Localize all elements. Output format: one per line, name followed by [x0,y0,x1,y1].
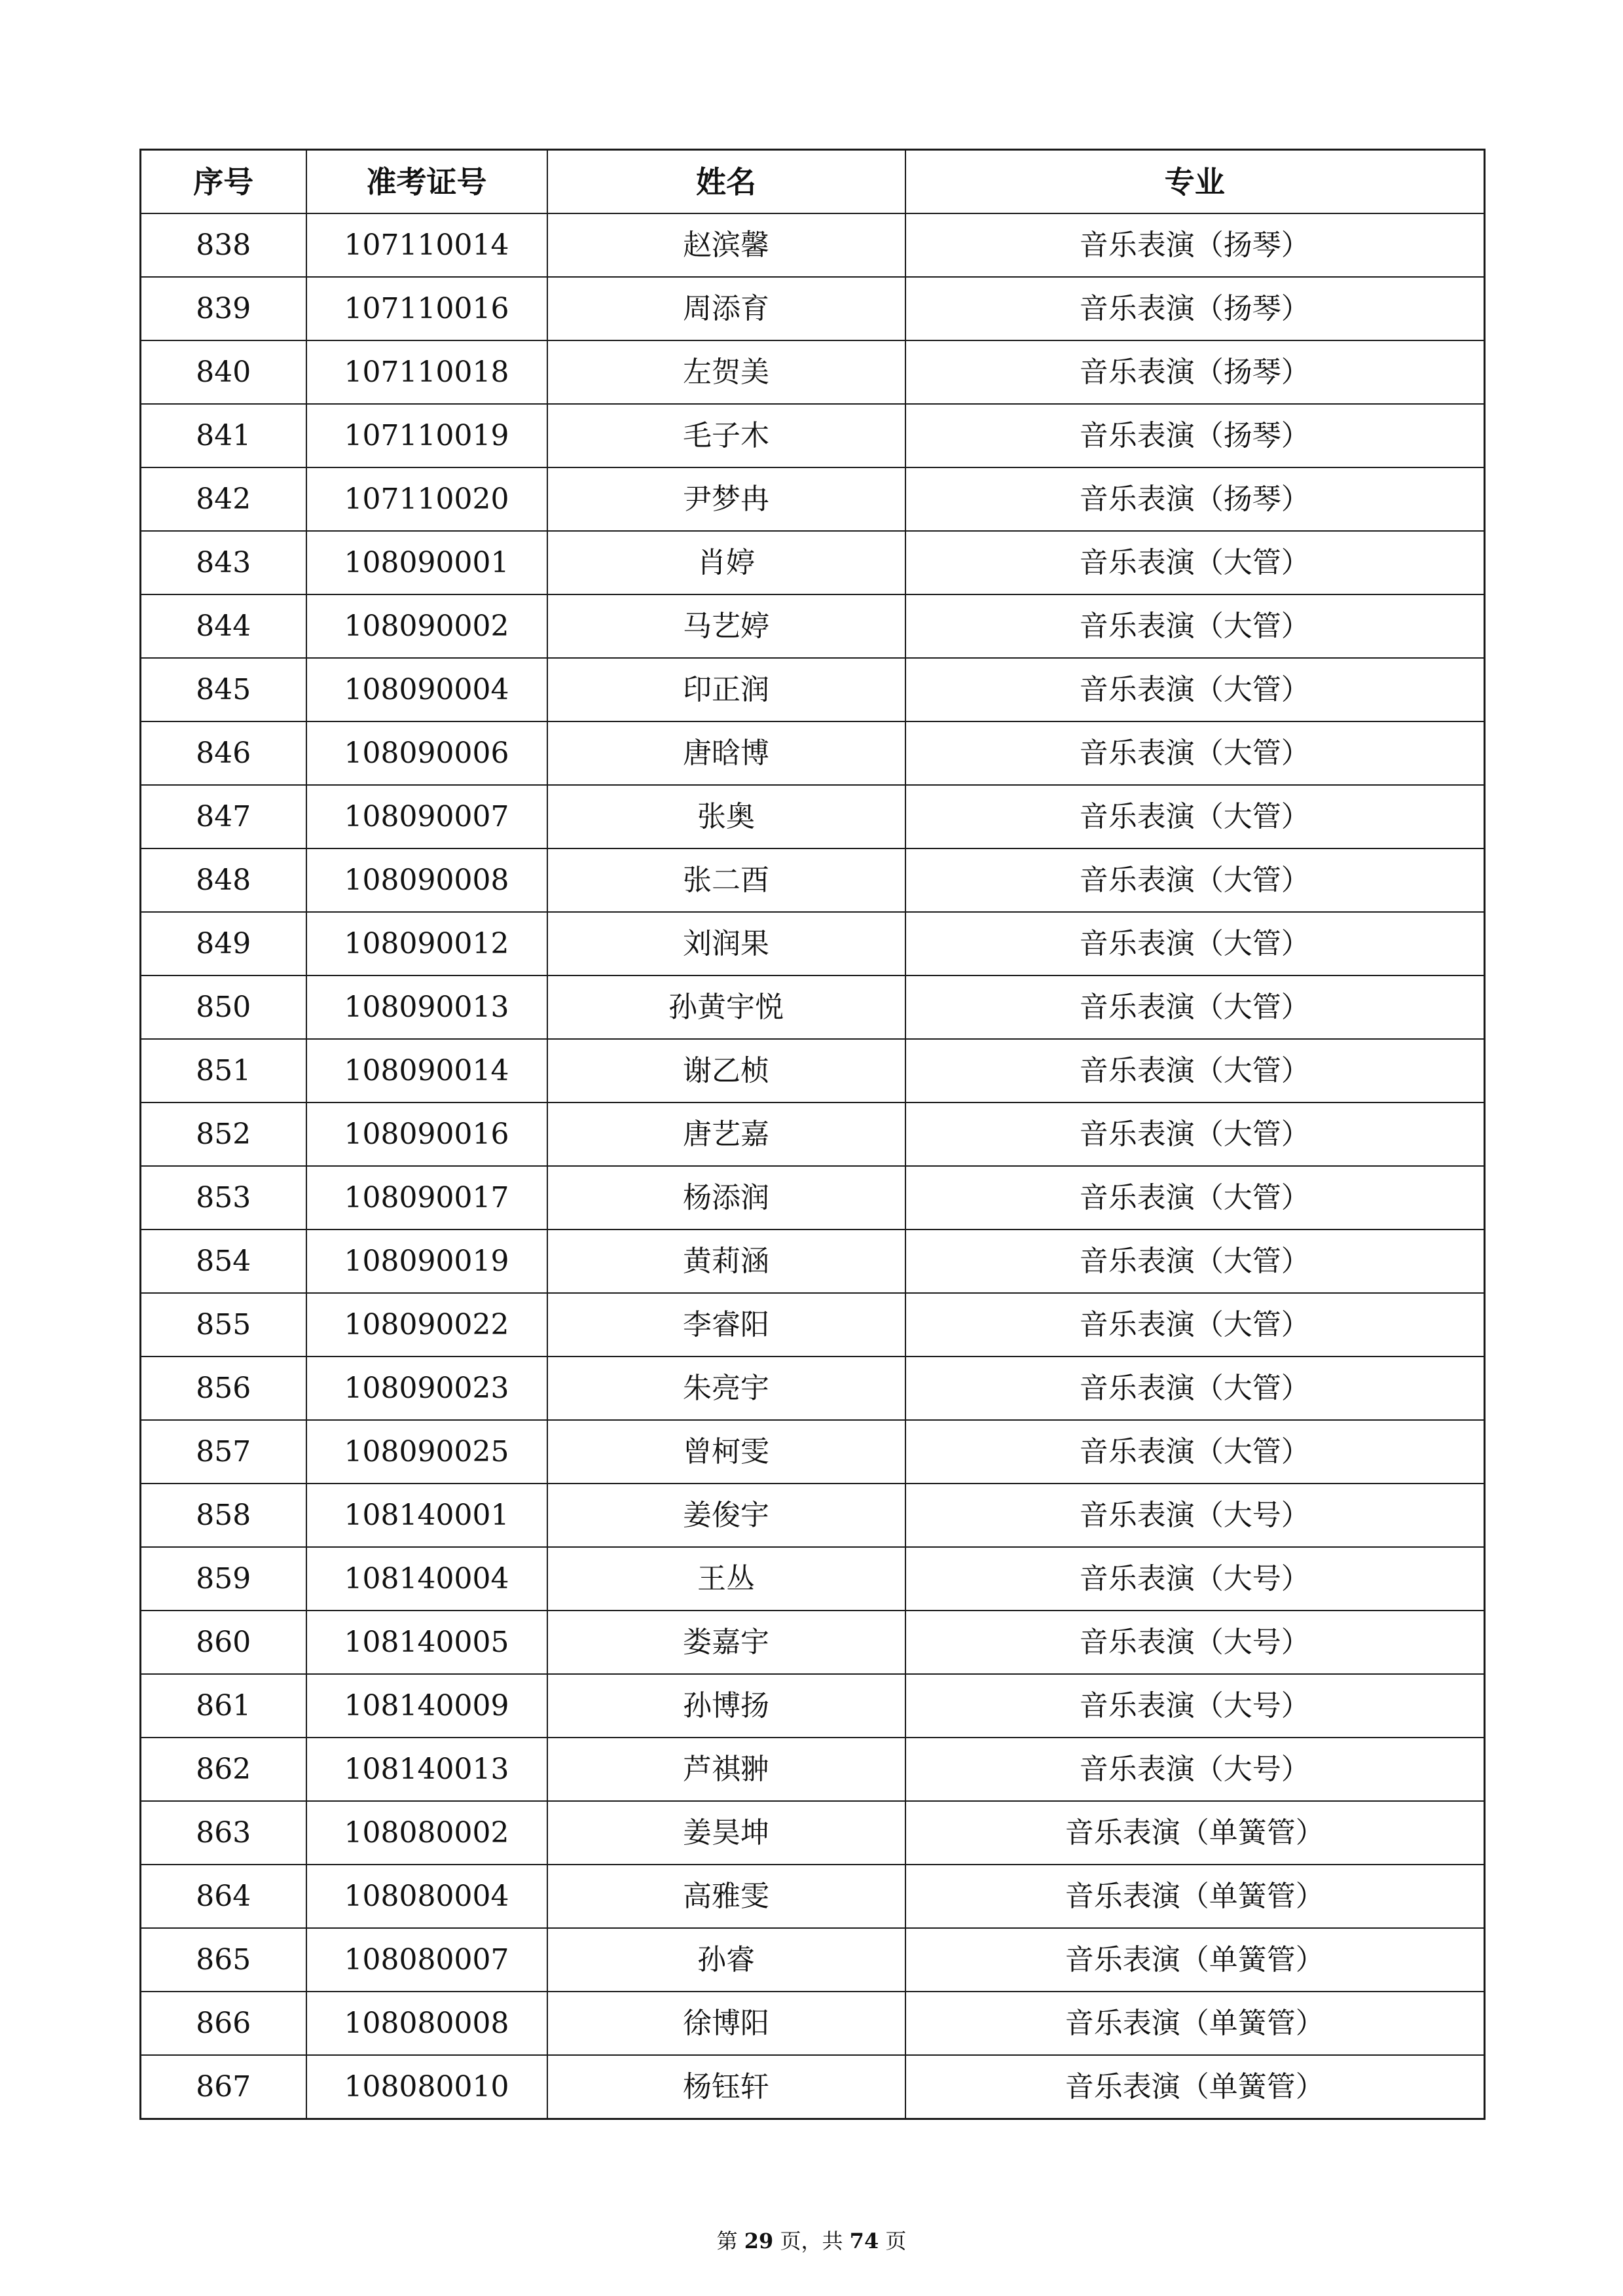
name-cell: 唐艺嘉 [547,1102,905,1166]
table-row [141,1484,1485,1547]
exam-number-cell: 108090022 [306,1293,547,1357]
major-cell: 音乐表演（大号） [905,1484,1485,1547]
header-name: 姓名 [547,150,905,214]
exam-number-cell: 107110020 [306,467,547,531]
table-row [141,1928,1485,1992]
serial-cell: 856 [141,1357,306,1420]
serial-cell: 858 [141,1484,306,1547]
name-cell: 高雅雯 [547,1865,905,1928]
header-row [141,150,1485,214]
name-cell: 杨钰轩 [547,2055,905,2119]
major-cell: 音乐表演（大管） [905,658,1485,721]
serial-cell: 859 [141,1547,306,1611]
table-row [141,1102,1485,1166]
serial-cell: 851 [141,1039,306,1102]
exam-number-cell: 107110018 [306,340,547,404]
major-cell: 音乐表演（大管） [905,1102,1485,1166]
exam-number-cell: 108140004 [306,1547,547,1611]
serial-cell: 860 [141,1611,306,1674]
name-cell: 周添育 [547,277,905,340]
name-cell: 谢乙桢 [547,1039,905,1102]
header-serial: 序号 [141,150,306,214]
serial-cell: 839 [141,277,306,340]
table-row [141,467,1485,531]
serial-cell: 844 [141,594,306,658]
table-row [141,912,1485,975]
major-cell: 音乐表演（扬琴） [905,467,1485,531]
exam-number-cell: 108090019 [306,1230,547,1293]
table-row [141,594,1485,658]
exam-number-cell: 108090016 [306,1102,547,1166]
table-row [141,785,1485,848]
major-cell: 音乐表演（大管） [905,1166,1485,1230]
major-cell: 音乐表演（大管） [905,975,1485,1039]
exam-number-cell: 108080008 [306,1992,547,2055]
name-cell: 肖婷 [547,531,905,594]
exam-number-cell: 108090017 [306,1166,547,1230]
major-cell: 音乐表演（大管） [905,1357,1485,1420]
serial-cell: 848 [141,848,306,912]
serial-cell: 862 [141,1738,306,1801]
table-row [141,1293,1485,1357]
serial-cell: 841 [141,404,306,467]
table-row [141,1992,1485,2055]
serial-cell: 846 [141,721,306,785]
serial-cell: 866 [141,1992,306,2055]
major-cell: 音乐表演（大号） [905,1611,1485,1674]
table-row [141,848,1485,912]
exam-number-cell: 108140009 [306,1674,547,1738]
major-cell: 音乐表演（大管） [905,912,1485,975]
table-row [141,1611,1485,1674]
page-footer [0,2225,1623,2255]
major-cell: 音乐表演（单簧管） [905,1865,1485,1928]
table-row [141,975,1485,1039]
major-cell: 音乐表演（大管） [905,1293,1485,1357]
serial-cell: 857 [141,1420,306,1484]
name-cell: 张奥 [547,785,905,848]
exam-number-cell: 108090004 [306,658,547,721]
name-cell: 姜昊坤 [547,1801,905,1865]
major-cell: 音乐表演（单簧管） [905,1801,1485,1865]
exam-number-cell: 108090013 [306,975,547,1039]
name-cell: 赵滨馨 [547,213,905,277]
table-row [141,1738,1485,1801]
serial-cell: 850 [141,975,306,1039]
name-cell: 尹梦冉 [547,467,905,531]
exam-number-cell: 108090023 [306,1357,547,1420]
major-cell: 音乐表演（单簧管） [905,1992,1485,2055]
table-body [141,213,1485,2119]
serial-cell: 842 [141,467,306,531]
table-row [141,1547,1485,1611]
header-exam-number: 准考证号 [306,150,547,214]
table-row [141,2055,1485,2119]
total-pages-number: 74 [849,2229,879,2253]
table-row [141,213,1485,277]
table-row [141,721,1485,785]
major-cell: 音乐表演（扬琴） [905,277,1485,340]
header-major: 专业 [905,150,1485,214]
name-cell: 马艺婷 [547,594,905,658]
exam-number-cell: 108080010 [306,2055,547,2119]
major-cell: 音乐表演（扬琴） [905,340,1485,404]
exam-number-cell: 108140001 [306,1484,547,1547]
admission-list-table [139,149,1486,2120]
serial-cell: 849 [141,912,306,975]
serial-cell: 864 [141,1865,306,1928]
exam-number-cell: 108090014 [306,1039,547,1102]
serial-cell: 838 [141,213,306,277]
table-row [141,1230,1485,1293]
major-cell: 音乐表演（大管） [905,785,1485,848]
major-cell: 音乐表演（单簧管） [905,1928,1485,1992]
name-cell: 刘润果 [547,912,905,975]
major-cell: 音乐表演（大管） [905,1420,1485,1484]
table-row [141,531,1485,594]
major-cell: 音乐表演（大号） [905,1547,1485,1611]
name-cell: 芦祺翀 [547,1738,905,1801]
footer-suffix: 页 [885,2229,907,2253]
major-cell: 音乐表演（扬琴） [905,213,1485,277]
table-header [141,150,1485,214]
serial-cell: 854 [141,1230,306,1293]
exam-number-cell: 108090025 [306,1420,547,1484]
table-row [141,1357,1485,1420]
exam-number-cell: 107110014 [306,213,547,277]
exam-number-cell: 108090012 [306,912,547,975]
table-row [141,658,1485,721]
major-cell: 音乐表演（大管） [905,1039,1485,1102]
name-cell: 孙睿 [547,1928,905,1992]
name-cell: 黄莉涵 [547,1230,905,1293]
serial-cell: 867 [141,2055,306,2119]
exam-number-cell: 108080002 [306,1801,547,1865]
table-row [141,404,1485,467]
serial-cell: 845 [141,658,306,721]
name-cell: 徐博阳 [547,1992,905,2055]
name-cell: 毛子木 [547,404,905,467]
name-cell: 姜俊宇 [547,1484,905,1547]
exam-number-cell: 107110016 [306,277,547,340]
current-page-number: 29 [744,2229,774,2253]
table-row [141,1801,1485,1865]
major-cell: 音乐表演（扬琴） [905,404,1485,467]
serial-cell: 843 [141,531,306,594]
footer-prefix: 第 [716,2229,738,2253]
serial-cell: 855 [141,1293,306,1357]
name-cell: 杨添润 [547,1166,905,1230]
major-cell: 音乐表演（大管） [905,1230,1485,1293]
table-row [141,1039,1485,1102]
exam-number-cell: 108090001 [306,531,547,594]
major-cell: 音乐表演（单簧管） [905,2055,1485,2119]
name-cell: 印正润 [547,658,905,721]
table-row [141,277,1485,340]
name-cell: 朱亮宇 [547,1357,905,1420]
serial-cell: 863 [141,1801,306,1865]
exam-number-cell: 108090006 [306,721,547,785]
name-cell: 王丛 [547,1547,905,1611]
serial-cell: 861 [141,1674,306,1738]
table-row [141,1420,1485,1484]
name-cell: 张二酉 [547,848,905,912]
exam-number-cell: 108080007 [306,1928,547,1992]
name-cell: 唐晗博 [547,721,905,785]
exam-number-cell: 108090002 [306,594,547,658]
major-cell: 音乐表演（大号） [905,1738,1485,1801]
name-cell: 曾柯雯 [547,1420,905,1484]
exam-number-cell: 108090008 [306,848,547,912]
exam-number-cell: 108080004 [306,1865,547,1928]
name-cell: 李睿阳 [547,1293,905,1357]
name-cell: 左贺美 [547,340,905,404]
name-cell: 娄嘉宇 [547,1611,905,1674]
major-cell: 音乐表演（大管） [905,531,1485,594]
major-cell: 音乐表演（大管） [905,594,1485,658]
major-cell: 音乐表演（大管） [905,848,1485,912]
table-row [141,1166,1485,1230]
serial-cell: 865 [141,1928,306,1992]
table-row [141,1865,1485,1928]
exam-number-cell: 107110019 [306,404,547,467]
exam-number-cell: 108140013 [306,1738,547,1801]
footer-middle: 页，共 [780,2229,843,2253]
exam-number-cell: 108140005 [306,1611,547,1674]
table-row [141,1674,1485,1738]
name-cell: 孙黄宇悦 [547,975,905,1039]
serial-cell: 840 [141,340,306,404]
major-cell: 音乐表演（大号） [905,1674,1485,1738]
serial-cell: 847 [141,785,306,848]
name-cell: 孙博扬 [547,1674,905,1738]
serial-cell: 853 [141,1166,306,1230]
serial-cell: 852 [141,1102,306,1166]
exam-number-cell: 108090007 [306,785,547,848]
major-cell: 音乐表演（大管） [905,721,1485,785]
table-row [141,340,1485,404]
